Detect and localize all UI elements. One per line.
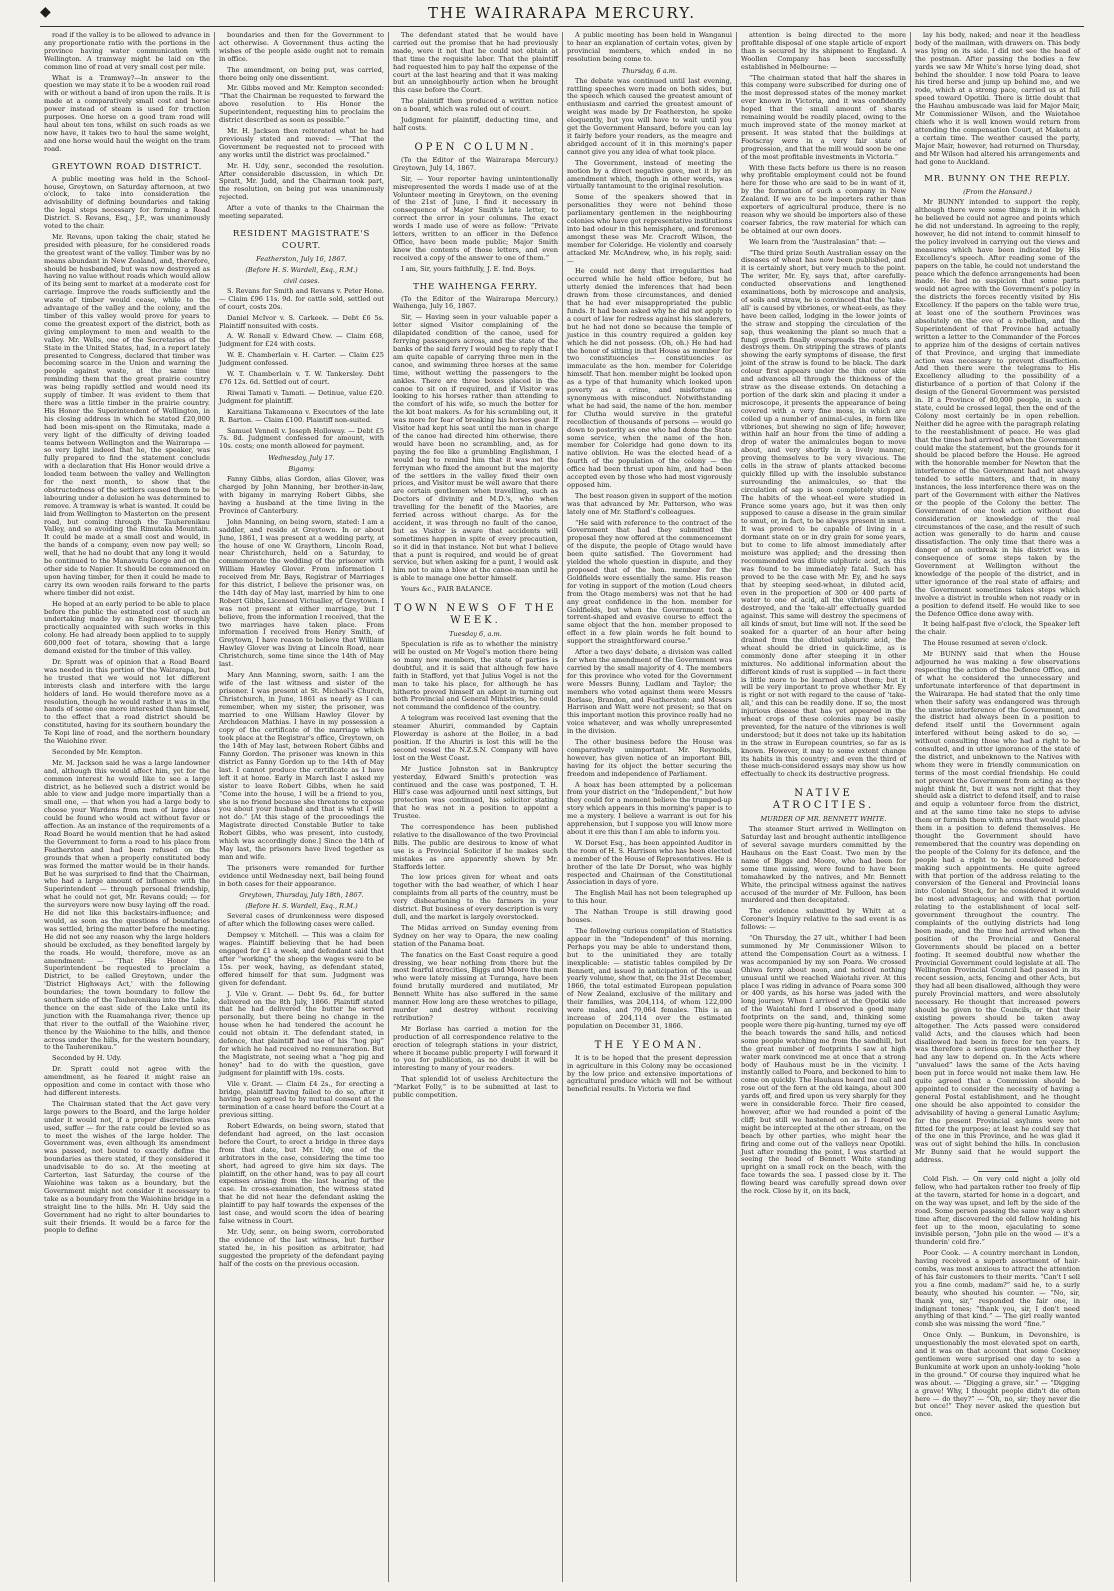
article-paragraph: Dr. Spratt could not agree with the amendment, as he feared it might raise an opposition and come in contact with those who had different interests.	[44, 1065, 210, 1097]
article-paragraph: It being half-past five o'clock, the Speaker left the chair.	[915, 620, 1080, 637]
article-paragraph: The following curious compilation of Statistics appear in the “Independent” of this morning. Perhaps you may be able to understand them, but to the uninitiated they are totally inexplicable: — statistic tables compiled by Dr Bennett, and issued in anticipation of the usual yearly volume, show that, on the 31st December, 1866, the total estimated European population of New Zealand, exclusive of the military and their families, was 204,114, of whom 122,090 were males, and 79,064 females. This is an increase of 204,114 over the estimated population on December 31, 1866.	[567, 926, 732, 1030]
section-heading: NATIVE ATROCITIES.	[772, 788, 875, 812]
article-paragraph: S. Revans for Smith and Revans v. Peter Hone. — Claim £96 11s. 9d. for cattle sold, settled out of court, costs 20s.	[219, 286, 384, 311]
section-heading: TOWN NEWS OF THE WEEK.	[394, 603, 557, 627]
article-paragraph: The debate was continued until last evening, rattling speeches were made on both sides, but the speech which caused the greatest amount of enthusiasm and carried the greatest amount of weight was made by Dr Featherston, he spoke eloquently, but you will have to wait until you get the Government Hansard, before you can lay it fairly before your readers, as the meagre and abridged account of it in this morning's paper cannot give you any idea of what took place.	[567, 76, 732, 156]
article-paragraph: lay his body, naked; and near it the headless body of the mailman, with drawers on. This body was lying on its side. I did not see the head of the postman. After passing the bodies a few yards we saw Mr White's horse lying dead, shot behind the shoulder. I now told Poara to leave his tired horse and jump up behind me, and we rode, which at a strong pace, carried us at full speed toward Opotiki. There is little doubt that the Hauhau ambuscade was laid for Major Mair, Mr Commissioner Wilson, and the Waiotahoe chiefs who it is well known would return from attending the compensation Court, at Maketu at a certain time. The weather caused the party, Major Mair, however, had returned on Thursday, and Mr Wilson had altered his arrangements and had gone to Auckland.	[915, 32, 1080, 166]
article-paragraph: Judgment for plaintiff, deducting time, and half costs.	[393, 116, 558, 132]
section-heading: OPEN COLUMN.	[414, 141, 537, 153]
article-paragraph: The plaintiff then produced a written notice on a board, which was ruled out of court.	[393, 97, 558, 114]
article-paragraph: A. W. Renall v. Edward Chew. — Claim £68, Judgment for £24 with costs.	[219, 332, 384, 349]
article-paragraph: The Nathan Troupe is still drawing good houses.	[567, 908, 732, 925]
article-paragraph: Daniel McIvor v. S. Carkeek. — Debt £6 5s. Plaintiff nonsuited with costs.	[219, 313, 384, 330]
article-paragraph: The Government, instead of meeting the motion by a direct negative gave, met it by an amendment which, though in other words, was virtually tantamount to the original resolution.	[567, 158, 732, 191]
article-paragraph: “On Thursday, the 27 ult., whither I had been summoned by Mr Commissioner Wilson to attend the Compensation Court as a witness. I was accompanied by my son Poara. We crossed Ohiwa ferry about noon, and noticed nothing unusual until we reached Waiotahi river. At this place I was riding in advance of Poara some 300 or 400 yards, as his horse was jaded with the long journey. When I arrived at the Opotiki side of the Waiotahi ford I observed a good many footprints on the sand, and, thinking some people were there pig-hunting, turned my eye off the beach towards the sand hills, and noticed some people watching me from the sandhill, but the great number of footprints I saw at high water mark convinced me at once that a strong body of Hauhaus must be in the vicinity. I instantly called to Poara, and beckoned to him to come on quickly. The Hauhaus heard me call and rose out of the fern at the old kainga, about 300 yards off, and fired upon us very sharply for they were in considerable force. Their fire ceased, however, after we had rounded a point of the cliff; but still we hastened on as I feared we might be intercepted at the other stream, on the beach by other parties, who might hear the firing and come out of the valleys near Opotiki. Just after rounding the point, I was startled at seeing the head of Bennett White standing upright on a small rock on the beach, with the face towards the sea. I passed close by it. The flowing beard was carefully spread down over the rock. Close by it, on its back,	[741, 934, 906, 1196]
article-paragraph: That splendid lot of useless Architecture the “Market Folly,” is to be submitted at last to public competition.	[393, 1075, 558, 1100]
article-paragraph: The fanatics on the East Coast require a good dressing, we hear nothing from there but the most fearful atrocities, Biggs and Moore the men who were lately missing at Turanga, have been found brutally murdered and mutilated, Mr Bennett White has also suffered in the same manner. How long are these wretches to pillage, murder and destroy without receiving retribution?	[393, 950, 558, 1022]
section-heading: RESIDENT MAGISTRATE'S COURT.	[232, 228, 371, 251]
sub-heading: Thursday, 6 a.m.	[621, 66, 678, 75]
article-paragraph: John Manning, on being sworn, stated: I am a saddler, and reside at Greytown. In or about June, 1861, I was present at a wedding party, at the house of one W. Graythorn, Lincoln Road, near Christchurch, held on a Saturday, to commemorate the wedding of the prisoner with William Hawley Glover. From information I received from Mr. Bays, Registrar of Marriages for this district, I believe the prisoner was, on the 14th day of May last, married by him to one Robert Gibbs, Licensed Victualler, of Greytown. I was not present at either marriage, but I believe, from the information I received, that the two marriages have taken place. From information I received from Henry Smith, of Greytown, I have reason to believe that William Hawley Glover was living at Lincoln Road, near Christchurch, some time since the 14th of May last.	[219, 517, 384, 669]
masthead	[40, 2, 1084, 27]
section-heading: MR. BUNNY ON THE REPLY.	[924, 174, 1071, 185]
article-paragraph: “He said with reference to the contract of the Government that had they submitted the proposal they now offered at the commencement of the dispute, the people of Otago would have been quite satisfied. The Government had yielded the whole question in dispute, and they proposed that of the hon. member for the Goldfields were essentially the same. His reason for voting in support of the motion (Loud cheers from the Otago members) was not that he had any great confidence in the hon. member for Goldfields, but when the Government took a torrent-shaped and evasive course to effect the same object that the hon. member proposed to effect in a few plain words he felt bound to support the straightforward course.”	[567, 518, 732, 646]
article-paragraph: W. T. Chamberlain v. T. W. Tankersley. Debt £76 12s. 6d. Settled out of court.	[219, 370, 384, 386]
article-paragraph: The best reason given in support of the motion was that advanced by Mr. Patterson, who was lately one of Mr. Stafford's colleagues.	[567, 491, 732, 516]
article-paragraph: Mr. M. Jackson said he was a large landowner and, although this would affect him, yet for the common interest he would like to see a large district, as he believed such a district would be able to view and judge more impartially than a small one, — that when you had a large body to choose your Wardens from men of large ideas could be found who would act without favor or affection. As an instance of the requirements of a Road Board he would mention that he had asked the Government to form a road to his place from Featherston and had been refused on the grounds that when a properly constituted body was formed the matter would be in their hands. But he was surprised to find that the Chairman, who had a large amount of influence with the Superintendent — through personal friendship, what he could not get, Mr. Revans could; — for the surveyors were now busy laying off the road. He did not like this backstairs-influence; and would, as soon as the questions of boundaries was settled, bring the matter before the meeting. He did not see any reason why the large holders should be excluded, as they benefited largely by the roads. He would, therefore, move as an amendment: — “That His Honor the Superintendent be requested to proclaim a District, to be called Greytown, under the 'District Highways Act,' with the following boundaries; the town boundary to follow the southern side of the Tauherenikau into the Lake, thence on the east side of the Lake until its junction with the Ruamahanga river, thence up that river to the outfall of the Waiohine river, thence by the Waiohine to the hills, and thence across under the hills, for the western boundary, to the Tauherenikau.”	[44, 758, 210, 1052]
article-paragraph: He could not deny that irregularities had occurred while he held office before, but he utterly denied the inferences that had been drawn from those circumstances, and denied that he had ever misappropriated the public funds. It had been asked why he did not apply to a court of law for redress against his slanderers, but he had not done so because the temple of justice in this country required a golden key which he did not possess. (Oh, oh.) He had had the honor of sitting in that House as member for two constituencies — constituencies as immaculate as the hon. member for Coleridge himself. That hon. member might be looked upon as a type of that humanity which looked upon poverty as a crime, and misfortune as synonymous with misconduct. Notwithstanding what he had said, the name of the hon. member for Clutha would survive in the grateful recollection of thousands of persons — would go down to posterity as one who had done the State some service, when the name of the hon. member for Coleridge had gone down to its native oblivion. He was the elected head of a fourth of the population of the colony — the office had been thrust upon him, and had been accepted even by those who had most vigorously opposed him.	[567, 267, 732, 489]
article-paragraph: After a vote of thanks to the Chairman the meeting separated.	[219, 204, 384, 221]
column-2	[214, 32, 388, 1582]
article-paragraph: Several cases of drunkenness were disposed of after which the following cases were called.	[219, 912, 384, 929]
article-paragraph: Sir, — Having seen in your valuable paper a letter signed Visitor complaining of the dilapidated condition of the canoe, used for ferrying passengers across, and the state of the banks of the said ferry I would beg to reply that I am quite capable of carrying three men in the canoe, and swimming three horses at the same time, without wetting the passengers to the ankles. There are three boxes placed in the canoe to sit on if required, and if Visitor was looking to his horses rather than attending to the comfort of his wife, so much the better for the kit boat makers. As for his scrambling out, it was more for fear of breaking his horses gear. If Visitor had kept his seat until the man in charge of the canoe had directed him otherwise, there would have been no scrambling, and, as for paying the fee like a grumbling Englishman, I would beg to remind him that it was not the ferryman who fixed the amount but the majority of the settlers in the valley fixed their own prices, and Visitor must be well aware that there are certain gentlemen when travelling, such as Doctors of divinity and M.D.'s, who when travelling for the benefit of the Maories, are ferried across without charge. As for the accident, it was through no fault of the canoe, but as Visitor is aware that accidents will sometimes happen in spite of every precaution, so it did in that instance. Not but what I believe that a punt is required, and would be of great service, but when asking for a punt, I would ask him not to aim a blow at the canoe-man until he is able to manage one better himself.	[393, 313, 559, 583]
article-paragraph: Cold Fish. — On very cold night a jolly old fellow, who had partaken rather too freely of flip at the tavern, started for home in a dogcart, and on the way was upset, and left by the side of the road. Some person passing the same way a short time after, discovered the old fellow holding his feet up to the moon, ejaculating to some invisible person, “John pile on the wood — it's a thunderin' cold fire.”	[915, 1175, 1080, 1247]
article-paragraph: The steamer Sturt arrived in Wellington on Saturday last and brought authentic intelligence of several savage murders committed by the Hauhaus on the East Coast. Two men by the name of Biggs and Moore, who had been for some time missing, were found to have been tomahawked by the natives, and Mr. Bennett White, the principal witness against the natives accused of the murder of Mr. Fulloon, has been murdered and then decapitated.	[741, 825, 906, 905]
article-paragraph: After a two days' debate, a division was called for when the amendment of the Government was carried by the small majority of 4. The members for this province who voted for the Government were Messrs Bunny, Ludlam and Taylor; the members who voted against them were Messrs Borlase, Brandon, and Featherston: and Messrs Harrison and Watt were not present; so that on this important motion this province really had no voice whatever, and was wholly unrepresented in the division.	[567, 648, 732, 736]
article-paragraph: “The chairman stated that half the shares in this company were subscribed for during one of the most depressed states of the money market ever known in Victoria, and it was confidently hoped that the small amount of shares remaining would be readily placed, owing to the much improved state of the money market at present. It was stated that the buildings at Footscray were in a very fair state of progression, and that the mill would soon be one of the most profitable investments in Victoria.”	[741, 73, 906, 161]
article-paragraph: The defendant stated that he would have carried out the promise that he had previously made, were it not that he could not obtain at that time the requisite labor. That the plaintiff had requested him to pay half the expense of the court at the last hearing and that it was making but an unneighbourly action when he brought this case before the Court.	[393, 32, 558, 95]
article-paragraph: (To the Editor of the Wairarapa Mercury.) Waihenga, July 16, 1867.	[393, 294, 558, 311]
article-paragraph: A public meeting has been held in Wanganui to hear an explanation of certain votes, given by provincial members, which ended in no resolution being come to.	[567, 32, 732, 63]
article-paragraph: boundaries and then for the Government to act otherwise. A Government thus acting the wishes of the people aside ought not to remain in office.	[219, 32, 384, 63]
article-paragraph: Dempsey v. Mitchell. — This was a claim for wages. Plaintiff believing that he had been engaged for £1 a week, and defendant said that after “working” the sheep the wages were to be 15s. per week, having, as defendant stated, offered himself for that sum. Judgment was given for defendant.	[219, 931, 384, 987]
column-4	[562, 32, 736, 1582]
article-paragraph: The correspondence has been published relative to the disallowance of the two Provincial Bills. The public are desirous to know of what use is a Provincial Solicitor if he makes such mistakes as are apparently shown by Mr. Staffords letter.	[393, 823, 558, 871]
article-paragraph: Mr Borlase has carried a motion for the production of all correspondence relative to the erection of telegraph stations in your district, where it became public property I will forward it to you for publication, as no doubt it will be interesting to many of your readers.	[393, 1024, 558, 1073]
section-heading: GREYTOWN ROAD DISTRICT.	[51, 161, 203, 172]
sub-heading: Bigamy.	[288, 465, 315, 474]
newspaper-title: THE WAIRARAPA MERCURY.	[427, 4, 697, 22]
article-paragraph: Dr. Spratt was of opinion that a Road Board was needed in this portion of the Wairarapa, but he trusted that we would not let different interests clash and interfere with the large holders of land. He would therefore move as a resolution, though he would rather it was in the hands of some one more interested than himself, to the effect that a road district should be constituted, having for its southern boundary the Te Kopi line of road, and the northern boundary the Waiohine river.	[44, 657, 210, 746]
article-paragraph: Mr. Udy, senr., on being sworn, corroborated the evidence of the last witness, but further stated he, in his position as arbitrator, had suggested the propriety of the defendant paying half of the costs on the previous occasion.	[219, 1227, 384, 1268]
section-heading: THE WAIHENGA FERRY.	[413, 281, 538, 292]
sub-heading: (Before H. S. Wardell, Esq., R.M.)	[245, 265, 358, 274]
text-columns	[40, 32, 1084, 1582]
article-paragraph: The House resumed at seven o'clock.	[923, 639, 1048, 648]
article-paragraph: I am, Sir, yours faithfully, J. E. Ind. Boys.	[401, 264, 536, 273]
article-paragraph: Mary Ann Manning, sworn, saith: I am the wife of the last witness and sister of the prisoner. I was present at St. Michael's Church, Christchurch, in June, 1861 as nearly as I can remember, when my sister, the prisoner, was married to one William Hawley Glover by Archdeacon Mathias. I have in my possession a copy of the certificate of the marriage which took place at the Registrar's office, Greytown, on the 14th of May last, between Robert Gibbs and Fanny Gordon. The prisoner was known in this district as Fanny Gordon up to the 14th of May last. I cannot produce the certificate as I have left it at home. Early in March last I asked my sister to leave Robert Gibbs, when he said “Come into the house, I will be a friend to you, she is no friend because she threatens to expose you about your husband and that is what I will not do.” [At this stage of the proceedings the Magistrate directed Constable Butler to take Robert Gibbs, who was present, into custody, which was accordingly done.] Since the 14th of May last, the prisoners have lived together as man and wife.	[219, 671, 384, 861]
article-paragraph: The amendment, on being put, was carried, there being only one dissentient.	[219, 65, 384, 82]
article-paragraph: Mr. H. Jackson then reiterated what he had previously stated and moved: — “That the Government be requested not to proceed with any works until the district was proclaimed.”	[219, 126, 384, 159]
sub-heading: Tuesday 6, a.m.	[449, 630, 502, 639]
article-paragraph: J. Vile v. Grant. — Debt 9s. 6d., for butter delivered on the 8th July, 1866. Plaintiff stated that he had delivered the butter he served personally, but there being no change in the house when he had tendered the account he could not obtain it. The defendant stated, in defence, that plaintiff had use of his “hog pig” for which he had received no remuneration. But the Magistrate, not seeing what a “hog pig and honey” had to do with the question, gave judgment for plaintiff with 19s. costs.	[219, 989, 384, 1077]
article-paragraph: Mr Justice Johnston sat in Bankruptcy yesterday, Edward Smith's protection was continued and the case was postponed, T. H. Hill's case was adjourned until next sittings, but protection was continued, his solicitor stating that he was not in a position to appoint a Trustee.	[393, 764, 558, 821]
sub-heading: Wednesday, July 17.	[268, 454, 335, 463]
column-1	[40, 32, 214, 1582]
article-paragraph: Riwai Tamati v. Tamati. — Detinue, value £20. Judgment for plaintiff.	[219, 388, 384, 405]
article-paragraph: Vile v. Grant. — Claim £4 2s., for erecting a bridge, plaintiff having failed to do so, after it having been agreed to by mutual consent at the termination of a case heard before the Court at a previous sitting.	[219, 1079, 384, 1120]
article-paragraph: With these facts before us there is no reason why profitable employment could not be found here for those who are said to be in want of it, by the formation of such a company in New Zealand. If we are to be importers rather than exporters of agricultural produce, there is no reason why we should be importers also of these coarser fabrics, the raw material for which can be obtained at our own doors.	[741, 163, 906, 235]
divider	[978, 1171, 1018, 1172]
article-paragraph: Sir, — Your reporter having unintentionally misrepresented the words I made use of at the Volunteer meeting in Greytown, on the evening of the 21st of June, I find it necessary in consequence of Major Smith's late letter, to correct the error in your columns. The exact words I made use of were as follow: “Private letters, written to an officer in the Defence Office, have been made public; Major Smith knew the contents of those letters, and even received a copy of the answer to one of them.”	[393, 174, 558, 262]
sub-heading: (From the Hansard.)	[963, 188, 1032, 197]
sub-heading: civil cases.	[283, 276, 320, 285]
article-paragraph: Yours &c., FAIR BALANCE.	[401, 585, 493, 594]
article-paragraph: W. Dorset Esq., has been appointed Auditor in the room of H. S. Harrison who has been elected a member of the House of Representatives. He is brother of the late Dr Dorset, who was highly respected and Chairman of the Constitutional Association in days of yore.	[567, 838, 732, 887]
article-paragraph: It is to be hoped that the present depression in agriculture in this Colony may be occasioned by the low price and extensive importations of agricultural produce which will not be without beneficial results. In Victoria we find	[567, 1053, 732, 1094]
article-paragraph: A public meeting was held in the School-house, Greytown, on Saturday afternoon, at two o'clock, to take into consideration the advisability of defining boundaries and taking the legal steps necessary for forming a Road District. S. Revans, Esq., J.P., was unanimously voted to the chair.	[44, 174, 210, 231]
article-paragraph: The low prices given for wheat and oats together with the bad weather, of which I hear complaints from all parts of the country, must be very disheartening to the farmers in your district. But business of every description is very dull, and the market is largely overstocked.	[393, 873, 558, 921]
column-5	[736, 32, 910, 1582]
article-paragraph: Speculation is rife as to whether the ministry will be ousted on Mr Vogel's motion there being so many new members, the state of parties is doubtful, and it is said that although few have faith in Stafford, yet that Julius Vogel is not the man to take his place, for although he has hitherto proved himself an adept in turning out both Provincial and General Ministries, he could not command the confidence of the country.	[393, 640, 558, 712]
article-paragraph: Mr. Revans, upon taking the chair, stated he presided with pleasure, for he considered roads the greatest want of the valley. Timber was by no means abundant in New Zealand, and, therefore, should be husbanded, but was now destroyed as having no value without roads which would allow of its being sent to market at a moderate cost for carriage. Improve the roads sufficiently and the waste of timber would cease, while to the advantage of the valley and the colony, and the timber of this valley would prove for years to come the greatest export of the district, both as giving employment to men and wealth to the valley. Mr. Wells, one of the Secretaries of the State in the United States, had, in a report lately presented to Congress, declared that timber was becoming scarce in the Union and warning the people against waste, at the same time reminding them that the great prairie country was being rapidly settled and would need its supply of timber. It was evident to them that there was a little timber in the prairie country. His Honor the Superintendent of Wellington, in his closing address in which he stated £20,000 had been mis-spent on the Rimutaka, made a very light of the difficulty of driving loaded teams between Wellington and the Wairarapa — so very light indeed that he, the speaker, was fully prepared to find the statement conclude with a declaration that His Honor would drive a loaded team between the valley and Wellington for the next month, to show that the obstructedness of the settlers caused them to be labouring under a delusion he was determined to remove. A tramway is what is wanted. It could be laid from Wellington to Masterton on the present road, but coming through the Tauherenikau Valley, and so avoiding the Rimutaka Mountain. It could be made at a small cost and would, in the hands of a company, even now pay well; so well, that he had no doubt that any long it would be continued to the Manawatu Gorge and on the other side to Napier. It should be commenced on upon having timber, for then it could be made to carry its own wooden rails forward to the parts where timber did not exist.	[44, 232, 210, 597]
article-paragraph: We learn from the “Australasian” that: —	[749, 237, 886, 246]
article-paragraph: Mr. H. Udy, senr., seconded the resolution. After considerable discussion, in which Dr. Spratt, Mr. Judd, and the Chairman took part, the resolution, on being put was unanimously rejected.	[219, 161, 384, 202]
article-paragraph: Once Only. — Bunkum, in Devonshire, is unquestionably the most elevated spot on earth, and it was on that account that some Cockney gentlemen were surprised one day to see a Bunkumite at work upon an unholy-looking “hole in the ground.” Of course they inquired what he was about. — “Digging a grave, sir.” — “Digging a grave! Why, I thought people didn't die often here — do they?” — “Oh, no, sir; they never die but once!” They never asked the question but once.	[915, 1331, 1080, 1419]
article-paragraph: A telegram was received last evening that the steamer Ahuriri, commanded by Captain Flowerday is ashore at the Boiler, in a bad position. If the Ahuriri is lost this will be the second vessel the N.Z.S.N. Company will have lost on the West Coast.	[393, 714, 558, 762]
article-paragraph: The evidence submitted by Whitt at a Coroner's Inquiry relative to the sad event is as follows: —	[741, 907, 906, 932]
article-paragraph: “The third prize South Australian essay on the diseases of wheat has now been published, and it is certainly short, but very much to the point. The writer, Mr. Ey, says that, after carefully-conducted observations and lengthened examinations, both by microscope and analysis, of soils and straw, he is convinced that the 'take-all' is caused by vibriones, or wheat-eels, as they have been called, lodging in the lower joints of the straw and stopping the circulation of the sap, thus weakening the plant so much that a fungi growth finally overspreads the roots and destroys them. On stripping the straws of plants showing the early symptoms of disease, the first joint of the straw is found to be black. The dark colour first appears under the thin outer skin and advances all through the thickness of the straw as the disease extends. On detaching a portion of the dark skin and placing it under a microscope, it presents the appearance of being covered with a very fine moss, in which are coiled up a number of animal-cules, in form like vibriones, but shewing no sign of life; however, within half an hour from the time of adding a drop of water the animalcules began to move about, and very shortly in a lively manner, proving themselves to be very vivacious. The cells in the straw of plants attacked become quickly filled up with the insoluble substance surrounding the animalcules, so that the circulation of sap is soon completely stopped. The habits of the wheat-eel were studied in France some years ago, but it was then only supposed to cause a disease in the grain similar to smut, or, in fact, to be always present in smut. It was proved to be capable of living in a dormant state on or in dry grain for some years, but to come to life almost immediately after moisture was applied; and the dressing then recommended was dilute sulphuric acid, as this was found to be immediately fatal. Such has proved to be the case with Mr. Ey, and he says that by steeping seed-wheat, in diluted acid, even in the proportion of 300 or 400 parts of water to one of acid, all the vibriones will be destroyed, and the 'take-all' effectually guarded against. This same will destroy the specimens of all kinds of smut, but lime will not. If the seed be soaked for a quarter of an hour after being drained from the diluted sulphuric acid, the wheat should be dried in quick-lime, as is commonly done after steeping it in other mixtures. No additional information about the different kinds of rust is supplied — in fact there is little more to be learned about them; but it will be very important to prove whether Mr. Ey is right or not with regard to the cause of 'take-all,' and this can be readily done. If so, the most injurious disease that has yet appeared in the wheat crops of these colonies may be easily prevented, for the nature of the vibriones is well understood; but it does not take up its habitation in the straw in European countries, so far as is known. However, it may to some extent change its habits in this country; and even the third of these much-considered essays may show us how effectually to check its destructive progress.	[741, 248, 906, 779]
article-paragraph: A hoax has been attempted by a policeman from your district on the “Independent,” but how they could for a moment believe the trumped-up story which appears in this morning's paper is to me a mystery. I believe a warrant is out for his apprehension, but I suppose you will know more about it ere this than I am able to inform you.	[567, 780, 732, 836]
article-paragraph: Mr. Gibbs moved and Mr. Kempton seconded: “That the Chairman be requested to forward the above resolution to His Honor the Superintendent, requesting him to proclaim the district described as soon as possible.”	[219, 84, 384, 125]
article-paragraph: The Midas arrived on Sunday evening from Sydney on her way to Opara, the new coaling station of the Panama boat.	[393, 923, 558, 948]
article-paragraph: Seconded by H. Udy.	[52, 1054, 122, 1063]
article-paragraph: attention is being directed to the more profitable disposal of one staple article of export than is secured by its shipment to England. A Woollen Company has been successfully established in Melbourne: —	[741, 32, 906, 71]
article-paragraph: The prisoners were remanded for further evidence until Wednesday next, bail being found in both cases for their appearance.	[219, 863, 384, 888]
article-paragraph: Seconded by Mr. Kempton.	[52, 747, 143, 756]
article-paragraph: Samuel Vennell v. Joseph Holloway. — Debt £5 7s. 8d. Judgment confessed for amount, with 10s. costs; one month allowed for payment.	[219, 426, 384, 451]
article-paragraph: (To the Editor of the Wairarapa Mercury.) Greytown, July 14, 1867.	[393, 155, 558, 172]
article-paragraph: The Chairman stated that the Act gave very large powers to the Board, and the large holder under it would not, if a proper discretion was used, suffer — for the rate could be levied so as to meet the wishes of the large holder. The Government was, even although its amendment was passed, not bound to exactly define the boundaries as there stated, if they considered it unadvisable to do so. At the meeting at Carterton, last Saturday, the course of the Waiohine was taken as a boundary, but the Government might not consider it necessary to take as a boundary from the Waiohine bridge in a straight line to the hills. Mr. H. Udy said the Government had no right to alter boundaries to suit their friends. It would be a farce for the people to define	[44, 1099, 210, 1235]
article-paragraph: Fanny Gibbs, alias Gordon, alias Glover, was charged by John Manning, her brother-in-law, with bigamy in marrying Robert Gibbs, she having a husband at the time living in the Province of Canterbury.	[219, 475, 384, 515]
article-paragraph: The English Mail has not been telegraphed up to this hour.	[567, 889, 732, 906]
sub-heading: MURDER OF MR. BENNETT WHITE.	[760, 815, 887, 824]
column-3	[388, 32, 562, 1582]
article-paragraph: Mr BUNNY intended to support the reply, although there were some things in it in which he believed he could not agree and points which he did not understand. In agreeing to the reply, however, he did not intend to commit himself to the policy involved in carrying out the views and measures which have been indicated by His Excellency's speech. After reading some of the papers on the table, he could not understand the peace which the defence arrangements had been made. He had no suspicion that some parts would not agree with the Government's policy in the districts the forces recently visited by His Excellency. If the papers on the table were true, at least one of the southern Provinces was absolutely on the eve of a rebellion, and the Superintendent of that Province had actually written a letter to the Commander of the Forces to apprize him of the designs of certain natives of that Province, and urging that immediate action was necessary to prevent disaffection. And then there were the telegrams to His Excellency alluding to the possibility of a disturbance of a portion of that Colony if the design of the General Government was persisted in. If a Province of 80,000 people, in such a state, could be crossed legal, then the end of the Colony most certainly be in open rebellion. Neither did he agree with the paragraph relating to the reestablishment of peace. He was glad that the times had arrived when the Government could make the statement, but the grounds for it should be placed before the House. He agreed with the honorable member for Newton that the interference of the Government had not always tended to settle matters, and that, in many instances, the less interference there was on the part of the Government with either the Natives or the people of the Colony the better. The Government of one took action without due consideration or knowledge of the real circumstances of the case, and the result of such action was generally to do harm and cause dissatisfaction. The only time that there was a danger of an outbreak in his district was in consequence of some steps taken by the Government at Wellington without the knowledge of the people of the district, and in utter ignorance of the real state of affairs; and the Government sometimes takes steps which involve a district in trouble when not ready or in a position to defend itself. He would like to see the Defence Office done away with.	[915, 198, 1080, 618]
article-paragraph: He hoped at an early period to be able to place before the public the estimated cost of such an undertaking made by an Engineer thoroughly practically acquainted with such works in this colony. He had already been applied to to supply 600,000 feet of totara, showing that a large demand existed for the timber of this valley.	[44, 599, 210, 656]
sub-heading: Featherston, July 16, 1867.	[256, 254, 347, 263]
article-paragraph: road if the valley is to be allowed to advance in any proportionate ratio with the portions in the province having water communication with Wellington. A tramway might be laid on the common line of road at very small cost per mile.	[44, 32, 210, 71]
article-paragraph: Mr BUNNY said that when the House adjourned he was making a few observations respecting the action of the Defence Office, and of what he considered the unnecessary and unfortunate interference of that department in the Wairarapa. He had stated that the only time when their safety was endangered was through the unwise interference of the Government, and the district had always been in a position to defend itself until the Government again interfered without being asked to do so, — without consulting those who had a right to be consulted, and in utter ignorance of the state of the district, and unbeknown to the Natives with whom they were in friendly communication on terms of the most cordial friendship. He could not prevent the Government from acting as they might think fit, but it was not right that they should ask a district to defend itself, and to raise and equip a volunteer force from the district, and at the same time take no steps to advise them or furnish them with arms that would place them in a position to defend themselves. He thought the Government should have remembered that the country was depending on the people of the Colony for its defence, and the people had a right to be considered before making such appointments. He quite agreed with that portion of the address relating to the conversion of the General and Provincial loans into Colonial Stock, for he considered it would be most advantageous; and with that portion relating to the establishment of local self-government throughout the country. The complaints of the outlying districts had long been made, and the time had arrived when the position of the Provincial and General Governments should be placed on a better footing. It seemed doubtful now whether the Provincial Government could legislate at all. The Wellington Provincial Council had passed in its recent session, acts, fencing and other Acts, but they had all been disallowed, although they were purely Provincial matters, and were absolutely necessary. He thought that increased powers should be given to the Councils, or that their existing powers should be taken away altogether. The Acts passed were considered valid Acts, and the clauses which had been disallowed had been in force for ten years. It was therefore a serious question whether they had any law to depend on. In the Acts where “unvalued” laws the same of the Acts having been put in force would not make them law. He quite agreed that a Commission should be appointed to consider the necessity of having a general Postal establishment, and he thought one should be also appointed to consider the advisability of having a general Lunatic Asylum; for the present Provincial asylums were not fitted for the purpose; at least he could say that of the one in this Province, and he was glad it was out of sight behind the hills. In conclusion Mr Bunny said that he would support the address.	[915, 650, 1080, 1165]
article-paragraph: Poor Cook. — A country merchant in London, having received a superb assortment of hair-combs, was most anxious to attract the attention of his fair customers to their merits. “Can't I sell you a fine comb, madam?” said he, to a surly beauty, who shouted his counter. — “No, sir, thank you, sir,” responded the fair one, in indignant tones; “thank you, sir, I don't need anything of that kind.” — The girl really wanted comb she was missing the word “fine.”	[915, 1249, 1080, 1329]
column-6	[910, 32, 1084, 1582]
sub-heading: (Before H. S. Wardell, Esq., R.M.)	[245, 902, 358, 911]
article-paragraph: The other business before the House was comparatively unimportant. Mr. Reynolds, however, has given notice of an important Bill, having for its object the better securing the freedom and independence of Parliament.	[567, 738, 732, 778]
ornament-icon: ◆	[40, 4, 51, 20]
sub-heading: Greytown, Thursday, July 18th, 1867.	[239, 891, 364, 900]
article-paragraph: Karaitiana Takamoana v. Executors of the late R. Barton. — Claim £100. Plaintiff non-suited.	[219, 407, 384, 424]
article-paragraph: Robert Edwards, on being sworn, stated that defendant had agreed, on the last occasion before the Court, to erect a bridge in three days from that date, but Mr. Udy, one of the arbitrators in the case, considering the time too short, had agreed to give him six days. The plaintiff, on the other hand, was to pay all court expenses arising from the last hearing of the case. In cross-examination, the witness stated that he did not hear the defendant asking the plaintiff to pay half towards the expenses of the last case, and would scorn the idea of bearing false witness in Court.	[219, 1122, 384, 1225]
article-paragraph: W. E. Chamberlain v. H. Carter. — Claim £25 Judgment confessed.	[219, 351, 384, 368]
article-paragraph: What is a Tramway?—In answer to the question we may state it to be a wooden rail road with or without a band of iron upon the rails. It is made at a comparatively small cost and horse power instead of steam is used for traction purposes. One horse on a good tram road will haul about ten tons, whilst on such roads as we now have, it takes two to haul the same weight, and one horse would haul the weight on the tram road.	[44, 73, 210, 153]
section-heading: THE YEOMAN.	[594, 1039, 705, 1051]
article-paragraph: Some of the speakers showed that in personalities they were not behind those parliamentary gentlemen in the neighbouring colonies who have got representative institutions into bad odour in this hemisphere, and foremost amongst these was Mr. Cracroft Wilson, the member for Coleridge. He violently and coarsely attacked Mr. McAndrew, who, in his reply, said: —	[567, 193, 732, 265]
